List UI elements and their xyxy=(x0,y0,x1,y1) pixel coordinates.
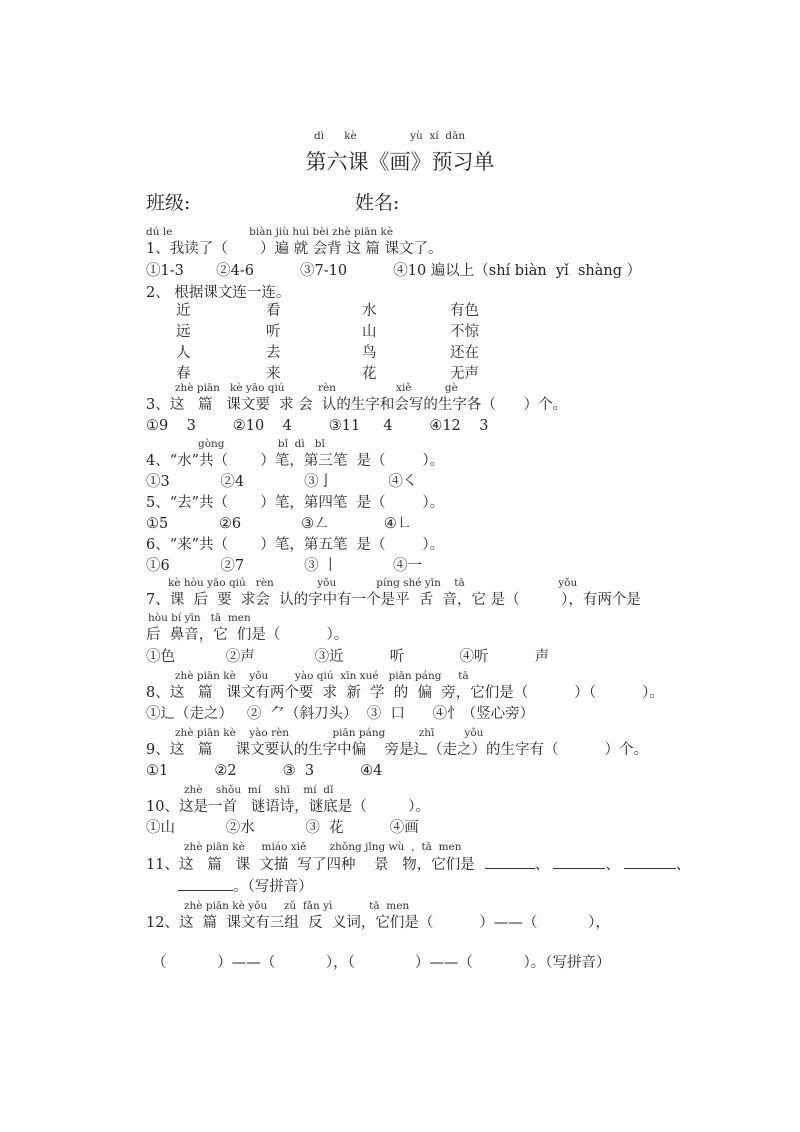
q2-col1-item: 春 xyxy=(176,366,191,382)
q7-pinyin: kè hòu yāo qiú rèn yǒu píng shé yīn tā yǒu xyxy=(168,577,578,589)
q1-text: 1、我读了（ ）遍 就 会背 这 篇 课文了。 xyxy=(146,241,443,257)
q2-col1-item: 远 xyxy=(176,324,191,340)
q11-text: 11、这 篇 课 文描 写了四种 景 物，它们是 xyxy=(146,857,475,873)
q3-options: ①9 3 ②10 4 ③11 4 ④12 3 xyxy=(146,418,489,434)
q4-text: 4、“水”共（ ）笔，第三笔 是（ ）。 xyxy=(146,453,445,469)
q11-blank-3[interactable] xyxy=(624,854,676,869)
q7-options: ①色 ②声 ③近 听 ④听 声 xyxy=(146,649,550,665)
q5-text: 5、“去”共（ ）笔，第四笔 是（ ）。 xyxy=(146,495,445,511)
q2-text: 2、 根据课文连一连。 xyxy=(146,285,291,301)
q2-col1-item: 近 xyxy=(176,303,191,319)
page-title: 第六课《画》预习单 xyxy=(305,150,495,174)
q2-col2-item: 来 xyxy=(266,366,281,382)
q2-col2-item: 听 xyxy=(266,324,281,340)
q11-end: 。（写拼音） xyxy=(233,879,313,895)
q11-blank-2[interactable] xyxy=(553,854,605,869)
q11-separator: 、 xyxy=(605,857,620,873)
title-pinyin: dì kè yù xí dān xyxy=(314,130,466,142)
q3-text: 3、这 篇 课文要 求 会 认的生字和会写的生字各（ ）个。 xyxy=(146,397,568,413)
q7-text: 7、课 后 要 求会 认的字中有一个是平 舌 音，它 是（ ），有两个是 xyxy=(146,592,641,608)
q3-pinyin: zhè piān kè yāo qiú rèn xiě gè xyxy=(175,382,458,394)
q11-separator: 、 xyxy=(534,857,550,873)
q7-pinyin-2: hòu bí yīn tā men xyxy=(148,612,251,624)
q6-text: 6、“来”共（ ）笔，第五笔 是（ ）。 xyxy=(146,537,445,553)
q11-line xyxy=(146,854,690,875)
q2-col1-item: 人 xyxy=(176,345,191,361)
q4-pinyin: gòng bǐ dì bǐ xyxy=(198,438,325,450)
q11-blank-1[interactable] xyxy=(485,854,535,869)
q12-pinyin: zhè piān kè yǒu zǔ fǎn yì tā men xyxy=(184,900,410,912)
q6-options: ①6 ②7 ③ 丨 ④一 xyxy=(146,558,422,574)
q4-options: ①3 ②4 ③亅 ④㇛ xyxy=(146,474,418,490)
q10-text: 10、这是一首 谜语诗，谜底是（ ）。 xyxy=(146,799,431,815)
q5-options: ①5 ②6 ③㇜ ④㇗ xyxy=(146,516,412,532)
q11-separator: 、 xyxy=(675,857,691,873)
q10-pinyin: zhè shǒu mí shī mí dǐ xyxy=(184,784,334,796)
q7-text-2: 后 鼻音，它 们是（ ）。 xyxy=(146,627,349,643)
q1-options: ①1-3 ②4-6 ③7-10 ④10 遍以上（shí biàn yǐ shàng ） xyxy=(146,263,642,279)
q2-col3-item: 山 xyxy=(362,324,377,340)
q1-pinyin: dú le biàn jiù huì bèi zhè piān kè xyxy=(146,226,394,238)
q9-pinyin: zhè piān kè yào rèn piān páng zhī yǒu xyxy=(175,727,484,739)
q2-col4-item: 有色 xyxy=(450,303,479,319)
q2-col2-item: 去 xyxy=(266,345,281,361)
q8-text: 8、这 篇 课文有两个要 求 新 学 的 偏 旁，它们是（ ）（ ）。 xyxy=(146,685,664,701)
q9-text: 9、这 篇 课文要认的生字中偏 旁是辶（走之）的生字有（ ）个。 xyxy=(146,742,649,758)
class-label: 班级: xyxy=(146,192,191,214)
q12-text: 12、这 篇 课文有三组 反 义词，它们是（ ）——（ ）， xyxy=(146,915,610,931)
q8-options: ①辶（走之） ② ⺈（斜刀头） ③ 口 ④忄（竖心旁） xyxy=(146,706,535,722)
q10-options: ①山 ②水 ③ 花 ④画 xyxy=(146,820,419,836)
q2-col4-item: 不惊 xyxy=(450,324,479,340)
q12-text-2: （ ）——（ ），（ ）——（ ）。（写拼音） xyxy=(152,955,611,971)
q2-col4-item: 还在 xyxy=(450,345,479,361)
q2-col3-item: 花 xyxy=(362,366,377,382)
q8-pinyin: zhè piān kè yǒu yào qiú xīn xué piān páng tā xyxy=(175,670,469,682)
q11-pinyin: zhè piān kè miáo xiě zhǒng jǐng wù ，tā men xyxy=(184,841,462,853)
name-label: 姓名: xyxy=(355,192,400,214)
q2-col2-item: 看 xyxy=(266,303,281,319)
q11-blank-4[interactable] xyxy=(178,876,233,891)
q2-col3-item: 鸟 xyxy=(362,345,377,361)
q9-options: ①1 ②2 ③ 3 ④4 xyxy=(146,763,383,779)
q2-col3-item: 水 xyxy=(362,303,377,319)
q11-line-2 xyxy=(178,876,313,897)
q2-col4-item: 无声 xyxy=(450,366,479,382)
